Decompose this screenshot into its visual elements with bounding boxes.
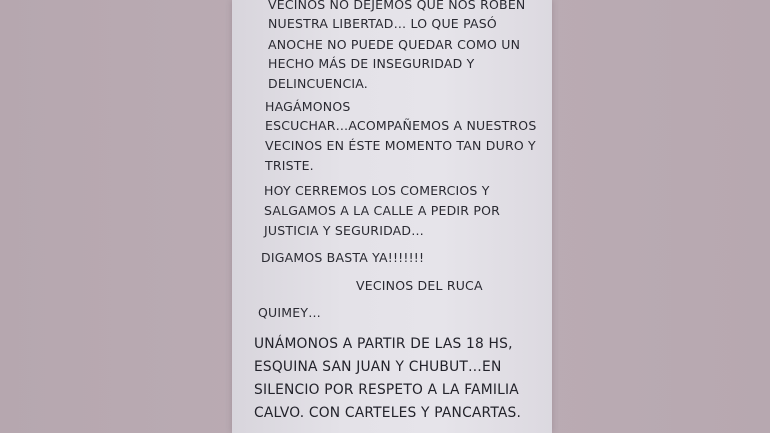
flyer-line: SALGAMOS A LA CALLE A PEDIR POR: [264, 203, 501, 218]
flyer-line: ANOCHE NO PUEDE QUEDAR COMO UN: [268, 37, 521, 52]
flyer-line: HECHO MÁS DE INSEGURIDAD Y: [268, 56, 475, 71]
flyer-line: ESQUINA SAN JUAN Y CHUBUT…EN: [254, 359, 502, 375]
flyer-line: VECINOS NO DEJEMOS QUE NOS ROBEN: [268, 0, 526, 12]
flyer-line: JUSTICIA Y SEGURIDAD…: [264, 223, 424, 238]
flyer-line: HOY CERREMOS LOS COMERCIOS Y: [264, 183, 490, 198]
flyer-paper: [232, 0, 552, 433]
flyer-line: DIGAMOS BASTA YA!!!!!!!: [261, 250, 425, 265]
flyer-line: VECINOS EN ÉSTE MOMENTO TAN DURO Y: [265, 138, 536, 153]
flyer-line: QUIMEY…: [258, 305, 321, 320]
flyer-line: TRISTE.: [265, 158, 314, 173]
flyer-line: UNÁMONOS A PARTIR DE LAS 18 HS,: [254, 336, 513, 352]
flyer-line: SILENCIO POR RESPETO A LA FAMILIA: [254, 382, 519, 398]
flyer-line: NUESTRA LIBERTAD… LO QUE PASÓ: [268, 16, 497, 31]
flyer-line: DELINCUENCIA.: [268, 76, 368, 91]
flyer-line: VECINOS DEL RUCA: [356, 278, 483, 293]
flyer-line: HAGÁMONOS: [265, 99, 351, 114]
flyer-line: ESCUCHAR…ACOMPAÑEMOS A NUESTROS: [265, 118, 537, 133]
flyer-line: CALVO. CON CARTELES Y PANCARTAS.: [254, 405, 522, 421]
